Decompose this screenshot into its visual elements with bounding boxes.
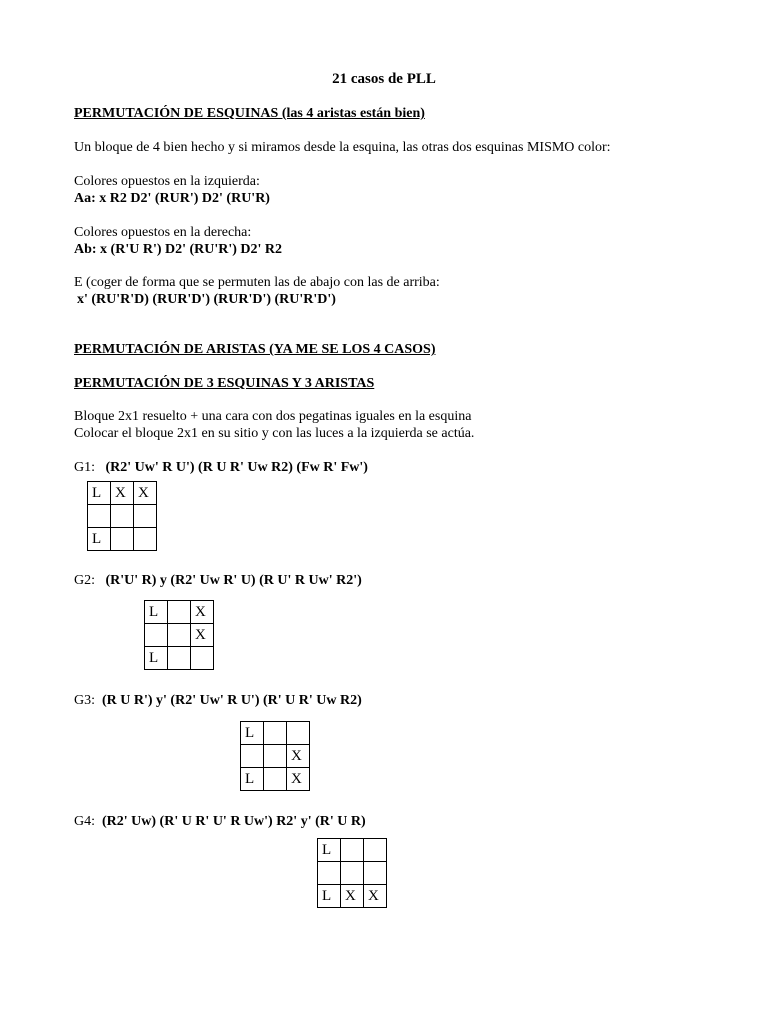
grid-cell — [264, 722, 287, 745]
grid-cell — [191, 647, 214, 670]
grid-cell — [264, 745, 287, 768]
grid-cell — [341, 862, 364, 885]
case-g3-line — [74, 692, 362, 709]
ab-description: Colores opuestos en la derecha: — [74, 225, 252, 240]
grid-cell: L — [145, 601, 168, 624]
grid-cell: X — [191, 624, 214, 647]
case-g4-line — [74, 813, 366, 830]
grid-cell — [88, 505, 111, 528]
page-title: 21 casos de PLL — [332, 71, 436, 87]
case-algorithm: (R2' Uw' R U') (R U R' Uw R2) (Fw R' Fw') — [105, 460, 368, 475]
case-label: G2: — [74, 573, 95, 588]
grid-cell: X — [111, 482, 134, 505]
case-label: G1: — [74, 460, 95, 475]
grid-cell — [364, 839, 387, 862]
grid-cell — [241, 745, 264, 768]
grid-cell — [168, 647, 191, 670]
grid-cell: X — [287, 745, 310, 768]
grid-cell: X — [364, 885, 387, 908]
case-g2-grid — [144, 600, 214, 670]
section-heading-edges: PERMUTACIÓN DE ARISTAS (YA ME SE LOS 4 CASOS) — [74, 342, 436, 357]
aa-description: Colores opuestos en la izquierda: — [74, 174, 260, 189]
grid-cell: L — [318, 839, 341, 862]
case-algorithm: (R2' Uw) (R' U R' U' R Uw') R2' y' (R' U R) — [102, 814, 366, 829]
grid-cell — [111, 528, 134, 551]
grid-cell — [318, 862, 341, 885]
case-g1-line — [74, 459, 368, 476]
grid-cell: L — [318, 885, 341, 908]
grid-cell — [168, 624, 191, 647]
case-label: G4: — [74, 814, 95, 829]
grid-cell — [145, 624, 168, 647]
case-algorithm: (R'U' R) y (R2' Uw R' U) (R U' R Uw' R2') — [105, 573, 362, 588]
section-heading-corners: PERMUTACIÓN DE ESQUINAS (las 4 aristas están bien) — [74, 106, 425, 121]
grid-cell: X — [134, 482, 157, 505]
grid-cell: X — [287, 768, 310, 791]
grid-cell: L — [88, 528, 111, 551]
g-perm-description-1: Bloque 2x1 resuelto + una cara con dos pegatinas iguales en la esquina — [74, 409, 472, 424]
grid-cell — [134, 505, 157, 528]
e-algorithm: x' (RU'R'D) (RUR'D') (RUR'D') (RU'R'D') — [77, 292, 336, 307]
section-intro: Un bloque de 4 bien hecho y si miramos desde la esquina, las otras dos esquinas MISMO color: — [74, 140, 611, 155]
grid-cell: L — [241, 768, 264, 791]
grid-cell — [341, 839, 364, 862]
grid-cell — [111, 505, 134, 528]
case-g4-grid — [317, 838, 387, 908]
grid-cell: L — [241, 722, 264, 745]
grid-cell — [168, 601, 191, 624]
grid-cell — [364, 862, 387, 885]
grid-cell — [287, 722, 310, 745]
grid-cell — [134, 528, 157, 551]
ab-algorithm: Ab: x (R'U R') D2' (RU'R') D2' R2 — [74, 242, 283, 257]
grid-cell: X — [341, 885, 364, 908]
case-label: G3: — [74, 693, 95, 708]
grid-cell: L — [145, 647, 168, 670]
e-description: E (coger de forma que se permuten las de abajo con las de arriba: — [74, 275, 440, 290]
grid-cell: L — [88, 482, 111, 505]
section-heading-g-perms: PERMUTACIÓN DE 3 ESQUINAS Y 3 ARISTAS — [74, 376, 375, 391]
aa-algorithm: Aa: x R2 D2' (RUR') D2' (RU'R) — [74, 191, 270, 206]
case-g1-grid — [87, 481, 157, 551]
grid-cell — [264, 768, 287, 791]
case-algorithm: (R U R') y' (R2' Uw' R U') (R' U R' Uw R2) — [102, 693, 362, 708]
g-perm-description-2: Colocar el bloque 2x1 en su sitio y con las luces a la izquierda se actúa. — [74, 426, 475, 441]
grid-cell: X — [191, 601, 214, 624]
case-g2-line — [74, 572, 362, 589]
case-g3-grid — [240, 721, 310, 791]
